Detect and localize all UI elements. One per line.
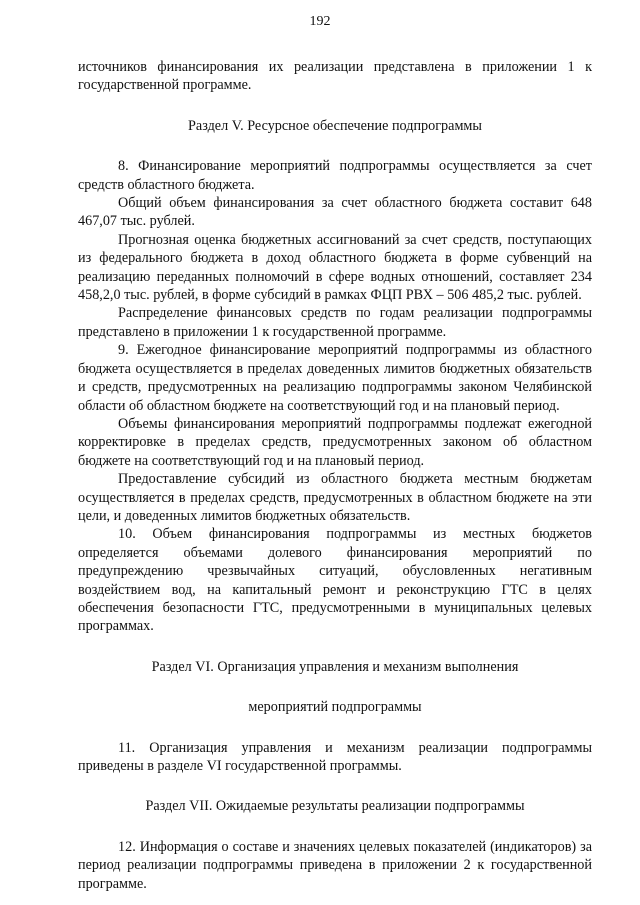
section-heading: Раздел VII. Ожидаемые результаты реализации подпрограммы xyxy=(145,798,525,815)
section-heading-line: мероприятий подпрограммы xyxy=(248,699,422,716)
paragraph: 11. Организация управления и механизм реализации подпрограммы приведены в разделе VI государственной программы. xyxy=(78,739,592,774)
paragraph: Объемы финансирования мероприятий подпрограммы подлежат ежегодной корректировке в пределах средств, предусмотренных законом об областном бюджете на соответствующий год и на плановый период. xyxy=(78,415,592,469)
paragraph: 8. Финансирование мероприятий подпрограммы осуществляется за счет средств областного бюджета. xyxy=(78,158,592,193)
paragraph: 12. Информация о составе и значениях целевых показателей (индикаторов) за период реализации подпрограммы приведена в приложении 2 к государственной программе. xyxy=(78,838,592,892)
section-heading: Раздел V. Ресурсное обеспечение подпрограммы xyxy=(188,117,482,134)
page-number: 192 xyxy=(309,14,331,29)
paragraph: 10. Объем финансирования подпрограммы из местных бюджетов определяется объемами долевого финансирования мероприятий по предупреждению чрезвычайных ситуаций, обусловленных негативным воздействием вод, на капитальный ремонт и реконструкцию ГТС в целях обеспечения безопасности ГТС, предусмотренными в муниципальных целевых программах. xyxy=(78,526,592,635)
document-body xyxy=(78,58,592,893)
paragraph: источников финансирования их реализации представлена в приложении 1 к государственной программе. xyxy=(78,59,592,94)
paragraph: 9. Ежегодное финансирование мероприятий подпрограммы из областного бюджета осуществляется в пределах доведенных лимитов бюджетных обязательств и средств, предусмотренных на реализацию подпрограммы законом Челябинской области об областном бюджете на соответствующий год и на плановый период. xyxy=(78,342,592,414)
paragraph: Предоставление субсидий из областного бюджета местным бюджетам осуществляется в пределах средств, предусмотренных в областном бюджете на эти цели, и доведенных лимитов бюджетных обязательств. xyxy=(78,471,592,524)
paragraph: Распределение финансовых средств по годам реализации подпрограммы представлено в приложении 1 к государственной программе. xyxy=(78,305,592,340)
paragraph: Прогнозная оценка бюджетных ассигнований за счет средств, поступающих из федерального бюджета в доход областного бюджета в форме субвенций на реализацию переданных полномочий в сфере водных отношений, составляет 234 458,2,0 тыс. рублей, в форме субсидий в рамках ФЦП РВХ – 506 485,2 тыс. рублей. xyxy=(78,231,592,304)
section-heading-line: Раздел VI. Организация управления и механизм выполнения xyxy=(151,658,519,675)
paragraph: Общий объем финансирования за счет областного бюджета составит 648 467,07 тыс. рублей. xyxy=(78,195,592,230)
